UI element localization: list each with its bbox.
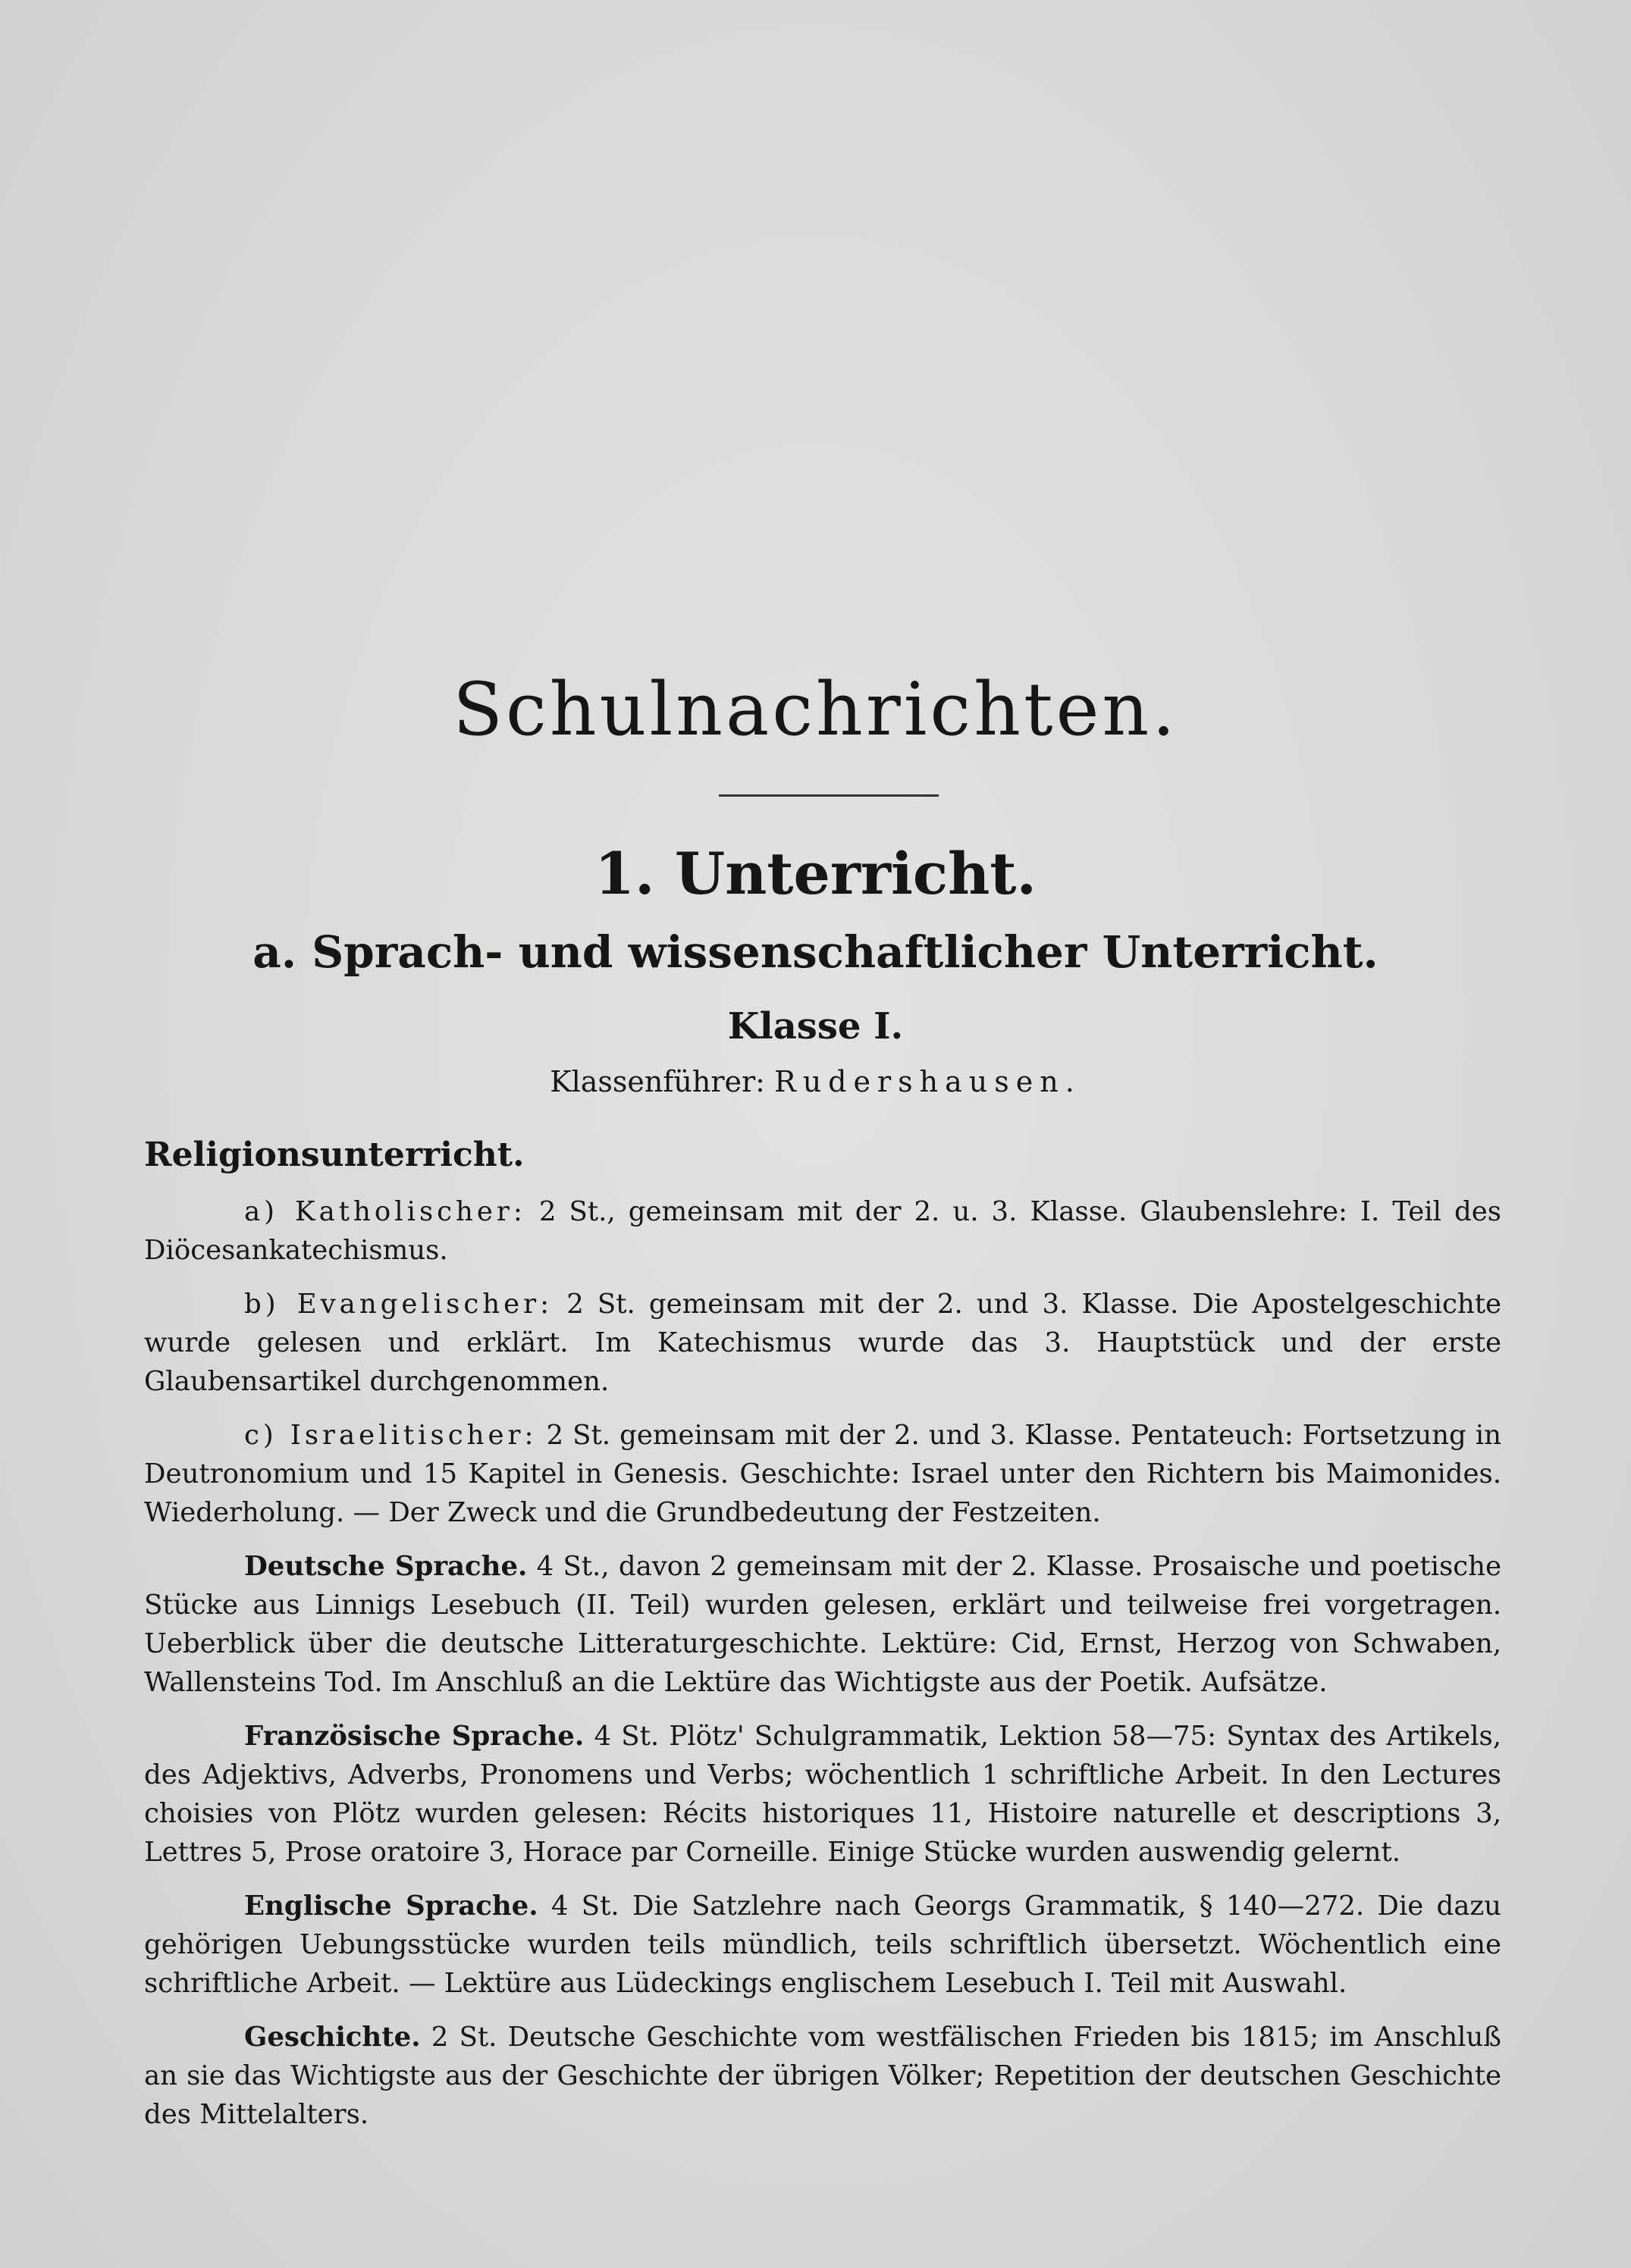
religion-protestant-text: 2 St. gemeinsam mit der 2. und 3. Klasse. Die Apostelgeschichte wurde gelesen und erklärt. Im Katechismus wurde das 3. Hauptstück und der erste Glaubensartikel durchgenommen.: [144, 1288, 1501, 1397]
religion-jewish-paragraph: [144, 1416, 1501, 1532]
religion-jewish-text: 2 St. gemeinsam mit der 2. und 3. Klasse. Pentateuch: Fortsetzung in Deutronomium und 15 Kapitel in Genesis. Geschichte: Israel unter den Richtern bis Maimonides. Wiederholung. — Der Zweck und die Grundbedeutung der Festzeiten.: [144, 1419, 1501, 1528]
religion-protestant-lead: b) Evangelischer:: [244, 1288, 554, 1320]
title-divider: [719, 794, 939, 797]
subject-text-history: 2 St. Deutsche Geschichte vom westfälischen Frieden bis 1815; im Anschluß an sie das Wichtigste aus der Geschichte der übrigen Völker; Repetition der deutschen Geschichte des Mittelalters.: [144, 2021, 1501, 2130]
class-teacher-label: Klassenführer:: [550, 1065, 765, 1098]
class-teacher-line: [0, 1065, 1631, 1098]
subject-paragraph-german: [144, 1547, 1501, 1702]
religion-heading: Religionsunterricht.: [144, 1136, 525, 1174]
class-teacher-name: Rudershausen.: [774, 1065, 1081, 1098]
main-title: Schulnachrichten.: [453, 667, 1178, 752]
subject-text-english: 4 St. Die Satzlehre nach Georgs Grammatik, § 140—272. Die dazu gehörigen Uebungsstücke wurden teils mündlich, teils schriftlich übersetzt. Wöchentlich eine schriftliche Arbeit. — Lektüre aus Lüdeckings englischem Lesebuch I. Teil mit Auswahl.: [144, 1890, 1501, 1999]
subsection-heading: a. Sprach- und wissenschaftlicher Unterricht.: [252, 926, 1379, 978]
section-heading: 1. Unterricht.: [594, 840, 1037, 907]
subject-title-french: Französische Sprache.: [244, 1720, 585, 1752]
subject-paragraph-history: [144, 2018, 1501, 2134]
religion-protestant-paragraph: [144, 1285, 1501, 1401]
subject-title-german: Deutsche Sprache.: [244, 1550, 528, 1582]
subject-paragraph-french: [144, 1717, 1501, 1872]
subject-text-german: 4 St., davon 2 gemeinsam mit der 2. Klasse. Prosaische und poetische Stücke aus Linnigs Lesebuch (II. Teil) wurden gelesen, erklärt und teilweise frei vorgetragen. Ueberblick über die deutsche Litteraturgeschichte. Lektüre: Cid, Ernst, Herzog von Schwaben, Wallensteins Tod. Im Anschluß an die Lektüre das Wichtigste aus der Poetik. Aufsätze.: [144, 1550, 1501, 1698]
religion-catholic-paragraph: [144, 1192, 1501, 1270]
subject-paragraph-english: [144, 1887, 1501, 2003]
document-body: [144, 1136, 1501, 2149]
class-heading: Klasse I.: [727, 1005, 904, 1048]
subject-text-french: 4 St. Plötz' Schulgrammatik, Lektion 58—75: Syntax des Artikels, des Adjektivs, Adverbs, Pronomens und Verbs; wöchentlich 1 schriftliche Arbeit. In den Lectures choisies von Plötz wurden gelesen: Récits historiques 11, Histoire naturelle et descriptions 3, Lettres 5, Prose oratoire 3, Horace par Corneille. Einige Stücke wurden auswendig gelernt.: [144, 1720, 1501, 1868]
religion-jewish-lead: c) Israelitischer:: [244, 1419, 538, 1451]
subject-title-history: Geschichte.: [244, 2021, 421, 2053]
subject-title-english: Englische Sprache.: [244, 1890, 538, 1922]
religion-catholic-lead: a) Katholischer:: [244, 1195, 526, 1227]
religion-catholic-text: 2 St., gemeinsam mit der 2. u. 3. Klasse. Glaubenslehre: I. Teil des Diöcesankatechismus.: [144, 1195, 1501, 1266]
